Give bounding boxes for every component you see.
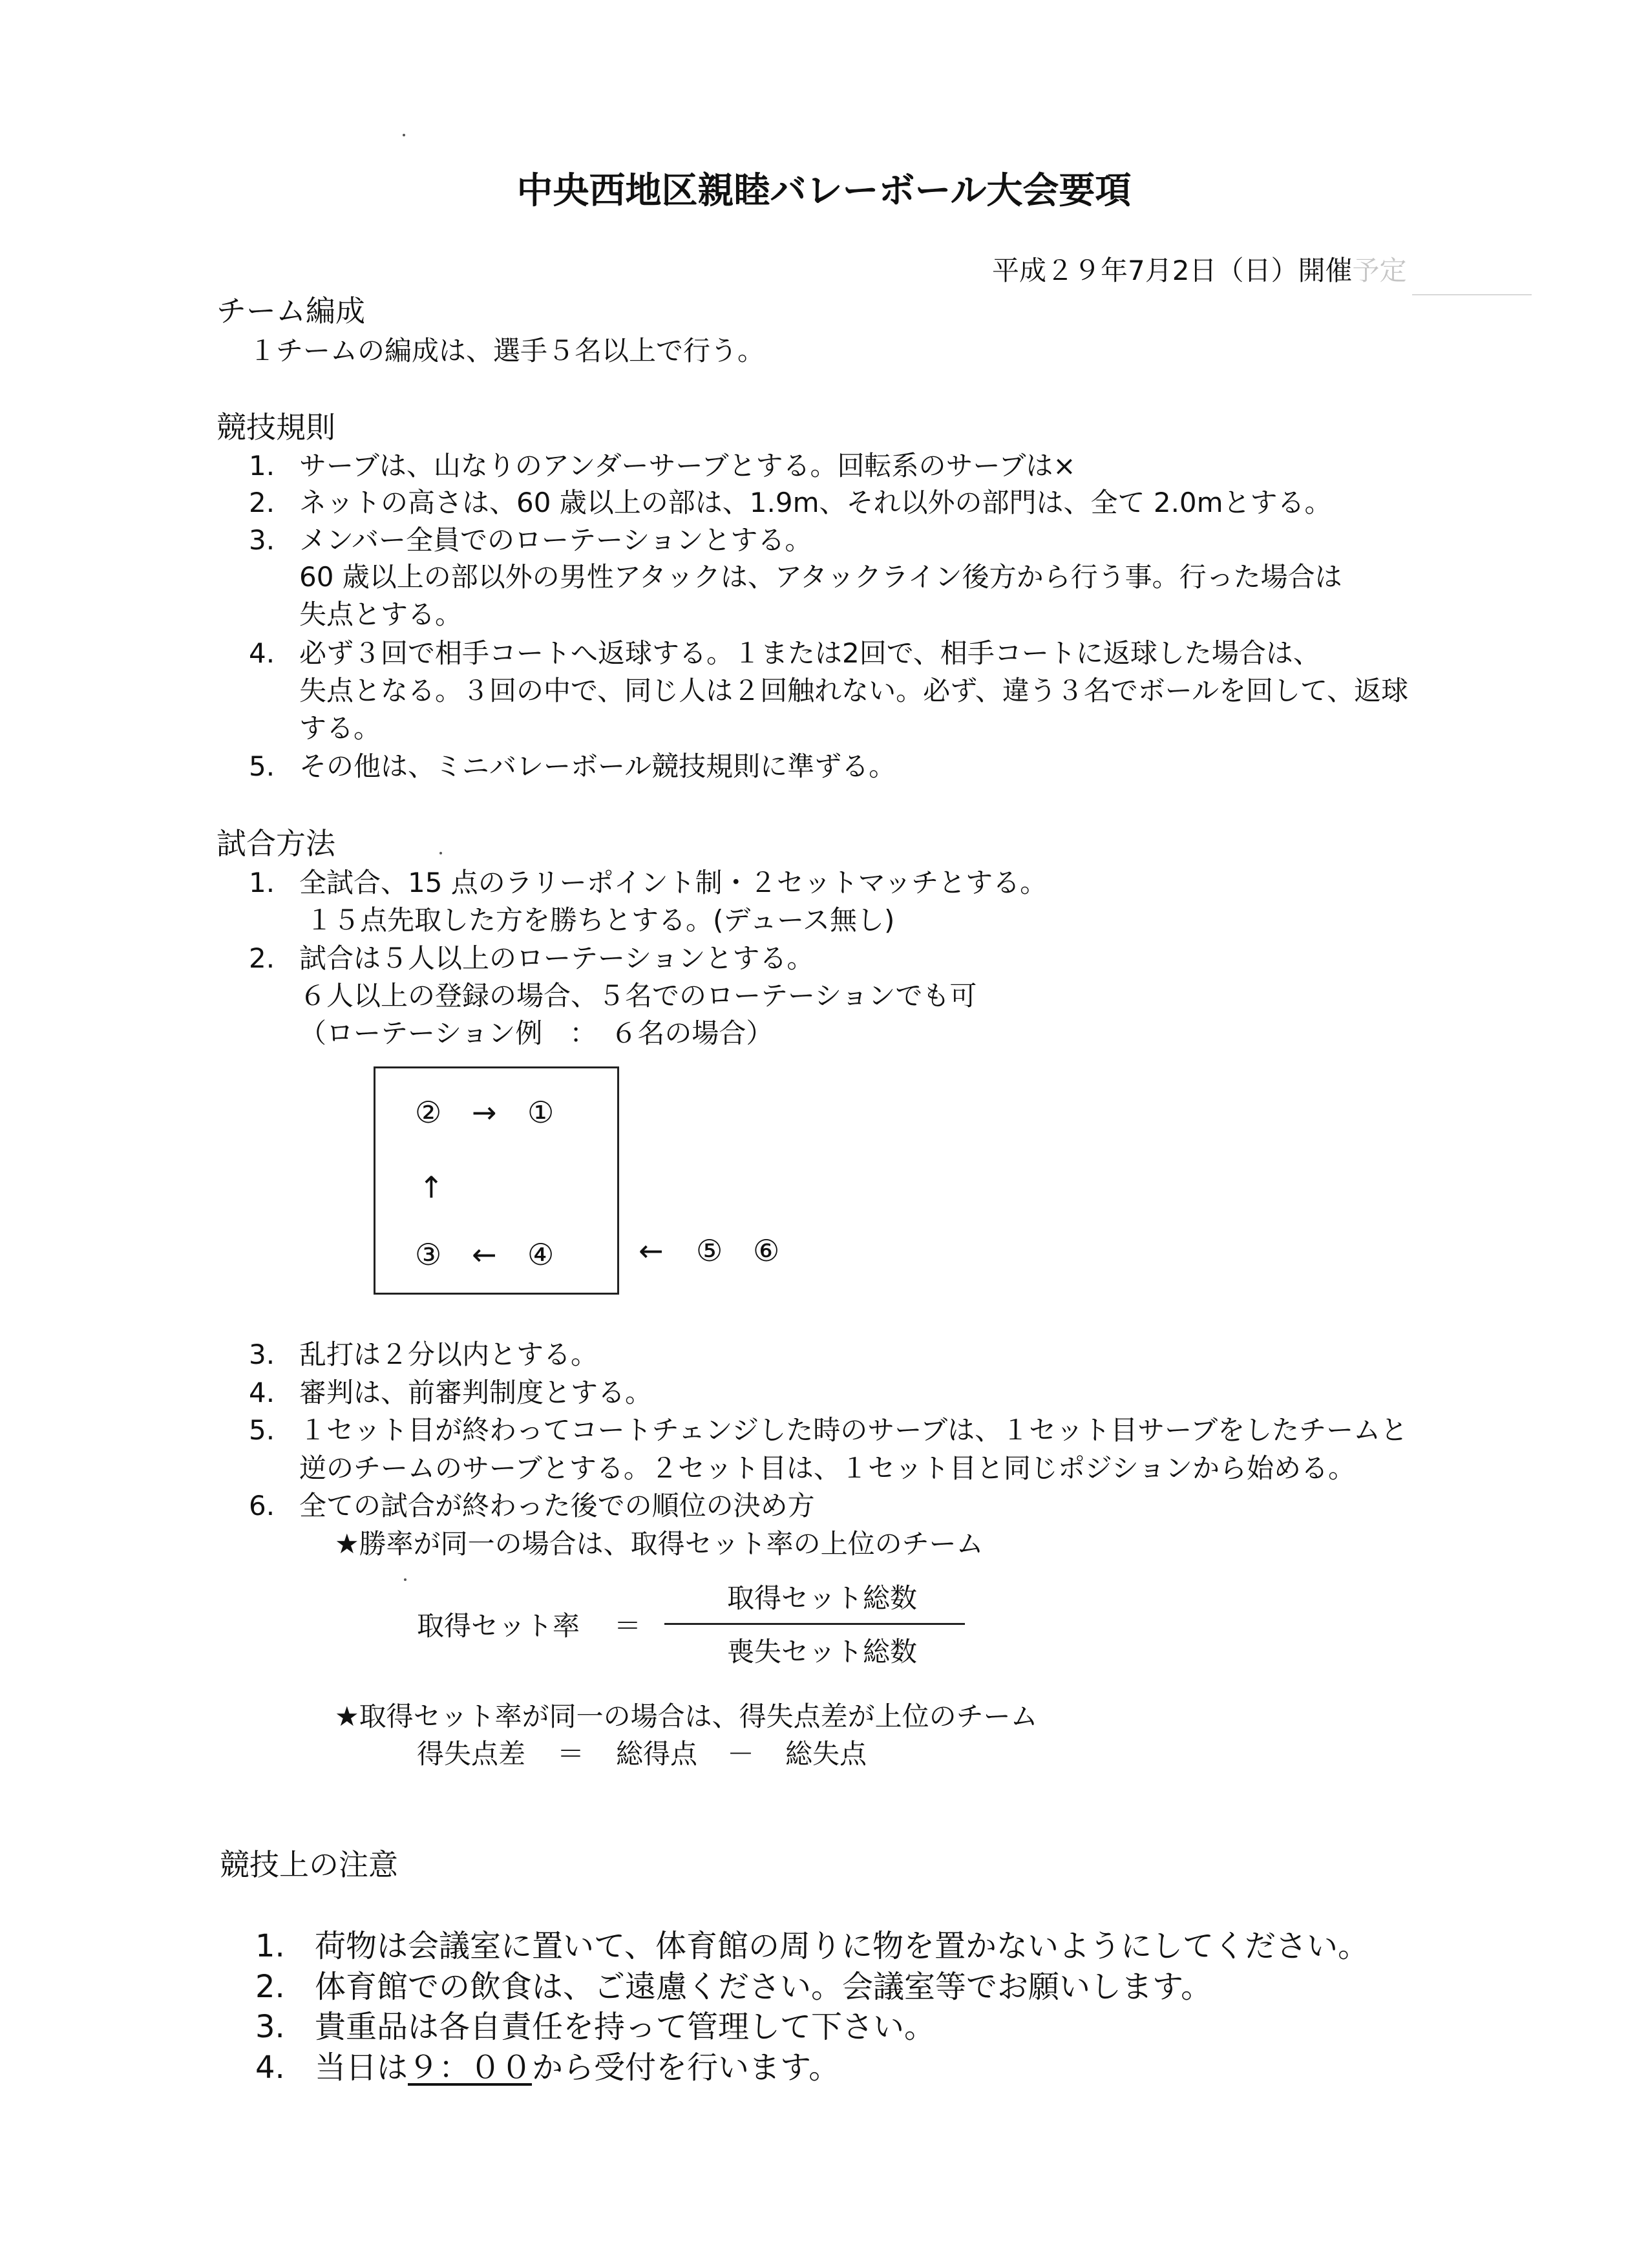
scan-speck xyxy=(403,134,405,136)
rules-item-text: メンバー全員でのローテーションとする。 xyxy=(299,524,812,556)
scan-speck xyxy=(404,1578,407,1581)
rules-item-text: 失点とする。 xyxy=(299,599,463,630)
position-2: ② xyxy=(415,1095,442,1130)
method-item-1 xyxy=(249,869,1047,896)
team-heading: チーム編成 xyxy=(217,293,365,328)
method-item-2 xyxy=(249,942,814,974)
notes-item-num: 2. xyxy=(255,1969,285,2005)
rules-item-text: 必ず３回で相手コートへ返球する。１または2回で、相手コートに返球した場合は、 xyxy=(299,637,1320,669)
rules-item-5 xyxy=(249,750,896,782)
tiebreak-rule-1: ★勝率が同一の場合は、取得セット率の上位のチーム xyxy=(335,1528,984,1560)
method-item-text: 全試合、15 点のラリーポイント制・２セットマッチとする。 xyxy=(299,867,1048,898)
arrow-left-icon: ← xyxy=(472,1237,497,1272)
method-item-num: 2. xyxy=(249,942,275,974)
event-date-text: 平成２９年7月2日（日）開催 xyxy=(992,255,1353,286)
rules-item-1 xyxy=(249,452,1076,480)
rules-item-num: 4. xyxy=(249,637,275,669)
rules-item-num: 5. xyxy=(249,750,275,782)
rules-item-num: 2. xyxy=(249,487,275,518)
formula2-lhs: 得失点差 xyxy=(417,1738,526,1770)
rules-item-text: その他は、ミニバレーボール競技規則に準ずる。 xyxy=(299,750,896,782)
rules-item-text: サーブは、山なりのアンダーサーブとする。回転系のサーブは× xyxy=(299,450,1076,482)
rules-heading: 競技規則 xyxy=(217,410,335,445)
notes-heading: 競技上の注意 xyxy=(220,1847,398,1882)
rules-item-text: ネットの高さは、60 歳以上の部は、1.9m、それ以外の部門は、全て 2.0mとする。 xyxy=(299,487,1332,518)
team-text: １チームの編成は、選手５名以上で行う。 xyxy=(249,335,765,366)
method-item-5 xyxy=(249,1414,1408,1446)
notes-item-1 xyxy=(255,1928,1369,1964)
formula2-total-lost: 総失点 xyxy=(785,1738,867,1770)
rules-item-text: する。 xyxy=(299,712,381,744)
notes-item-text-post: から受付を行います。 xyxy=(532,2050,840,2086)
notes-item-num: 3. xyxy=(255,2009,285,2045)
arrow-up-icon: ↑ xyxy=(419,1170,444,1205)
formula-denominator: 喪失セット総数 xyxy=(727,1636,918,1668)
tiebreak-rule-2: ★取得セット率が同一の場合は、得失点差が上位のチーム xyxy=(335,1701,1038,1732)
fraction-bar xyxy=(664,1623,965,1625)
position-6: ⑥ xyxy=(753,1233,780,1268)
notes-item-text-pre: 当日は xyxy=(315,2050,408,2086)
notes-item-text: 貴重品は各自責任を持って管理して下さい。 xyxy=(315,2009,936,2045)
method-item-num: 4. xyxy=(249,1377,275,1408)
arrow-right-icon: → xyxy=(472,1095,497,1130)
position-4: ④ xyxy=(527,1237,555,1272)
method-item-text: １セット目が終わってコートチェンジした時のサーブは、１セット目サーブをしたチームと xyxy=(299,1414,1408,1446)
method-item-num: 3. xyxy=(249,1339,275,1370)
method-heading: 試合方法 xyxy=(217,826,335,861)
position-5: ⑤ xyxy=(696,1233,723,1268)
rules-item-num: 3. xyxy=(249,524,275,556)
scan-speck xyxy=(439,852,442,854)
method-item-num: 5. xyxy=(249,1414,275,1446)
method-item-num: 1. xyxy=(249,867,275,898)
formula2-equals: ＝ xyxy=(557,1738,585,1770)
method-item-num: 6. xyxy=(249,1490,275,1521)
position-1: ① xyxy=(527,1095,555,1130)
arrow-left-icon: ← xyxy=(639,1233,664,1268)
position-3: ③ xyxy=(415,1237,442,1272)
rules-item-text: 60 歳以上の部以外の男性アタックは、アタックライン後方から行う事。行った場合は xyxy=(299,561,1342,593)
method-item-text: 逆のチームのサーブとする。２セット目は、１セット目と同じポジションから始める。 xyxy=(299,1452,1356,1484)
method-item-text: １５点先取した方を勝ちとする。(デュース無し) xyxy=(306,904,895,936)
reception-time: ９：００ xyxy=(408,2050,533,2086)
notes-item-4 xyxy=(255,2050,840,2086)
event-date-faded: 予定 xyxy=(1352,255,1407,286)
method-item-text: ６人以上の登録の場合、５名でのローテーションでも可 xyxy=(299,980,977,1012)
page-title: 中央西地区親睦バレーボール大会要項 xyxy=(516,170,1132,212)
notes-item-text: 体育館での飲食は、ご遠慮ください。会議室等でお願いします。 xyxy=(315,1969,1212,2005)
rules-item-3 xyxy=(249,524,812,556)
date-underline xyxy=(1412,294,1532,295)
formula-equals: ＝ xyxy=(614,1610,642,1642)
formula-numerator: 取得セット総数 xyxy=(727,1582,918,1614)
notes-item-num: 1. xyxy=(255,1928,285,1964)
rules-item-2 xyxy=(249,489,1332,516)
method-item-text: 乱打は２分以内とする。 xyxy=(299,1339,598,1370)
method-item-3 xyxy=(249,1341,598,1368)
notes-item-2 xyxy=(255,1969,1212,2005)
notes-item-text: 荷物は会議室に置いて、体育館の周りに物を置かないようにしてください。 xyxy=(315,1928,1369,1964)
method-item-text: 審判は、前審判制度とする。 xyxy=(299,1377,653,1408)
method-item-text: 試合は５人以上のローテーションとする。 xyxy=(299,942,814,974)
notes-item-3 xyxy=(255,2009,936,2045)
method-item-text: 全ての試合が終わった後での順位の決め方 xyxy=(299,1490,815,1521)
method-item-4 xyxy=(249,1379,652,1406)
rules-item-num: 1. xyxy=(249,450,275,482)
formula-lhs: 取得セット率 xyxy=(417,1610,580,1642)
formula2-minus: － xyxy=(727,1738,755,1770)
method-item-6 xyxy=(249,1492,815,1520)
formula2-total-points: 総得点 xyxy=(616,1738,698,1770)
rules-item-text: 失点となる。３回の中で、同じ人は２回触れない。必ず、違う３名でボールを回して、返球 xyxy=(299,675,1409,706)
rules-item-4 xyxy=(249,637,1320,669)
event-date xyxy=(992,257,1406,284)
notes-item-num: 4. xyxy=(255,2050,285,2086)
method-item-text: （ローテーション例 ： ６名の場合） xyxy=(299,1017,774,1049)
